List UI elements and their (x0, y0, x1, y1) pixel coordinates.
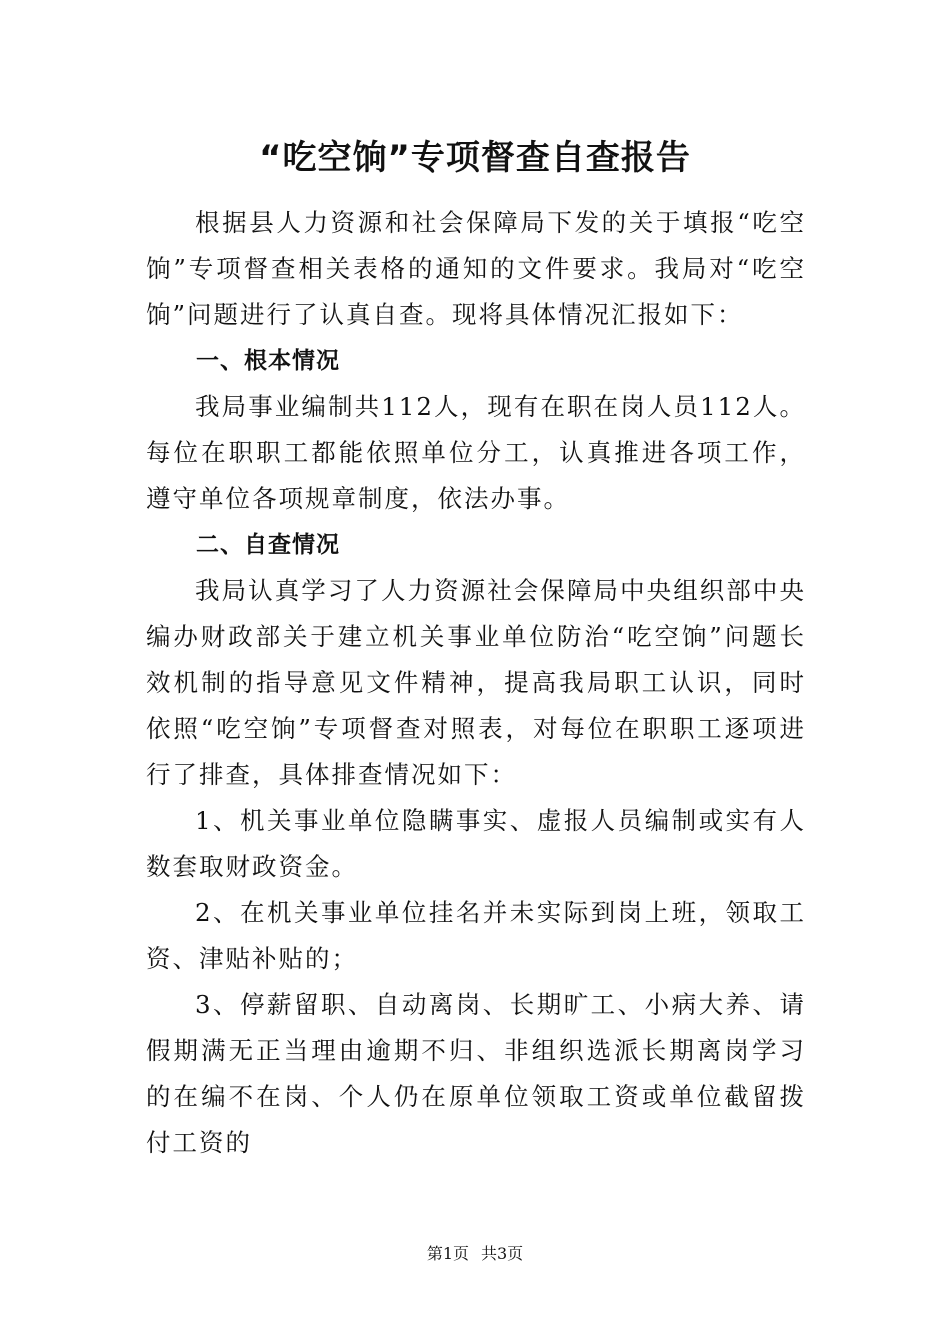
intro-paragraph: 根据县人力资源和社会保障局下发的关于填报“吃空饷”专项督查相关表格的通知的文件要求。我局对“吃空饷”问题进行了认真自查。现将具体情况汇报如下： (146, 208, 806, 329)
section-heading-basic: 一、根本情况 (196, 348, 340, 374)
page-total: 共3页 (481, 1244, 524, 1263)
section-paragraph-selfcheck: 我局认真学习了人力资源社会保障局中央组织部中央编办财政部关于建立机关事业单位防治“吃空饷”问题长效机制的指导意见文件精神，提高我局职工认识，同时依照“吃空饷”专项督查对照表，对每位在职职工逐项进行了排查，具体排查情况如下： (146, 576, 806, 789)
document-body (146, 200, 806, 1166)
document-title: “吃空饷”专项督查自查报告 (259, 138, 691, 178)
page-number: 第1页 (426, 1244, 469, 1263)
checklist-item: 1、机关事业单位隐瞒事实、虚报人员编制或实有人数套取财政资金。 (146, 806, 806, 881)
section-heading-selfcheck: 二、自查情况 (196, 532, 340, 558)
page-footer (0, 1243, 950, 1265)
checklist-item: 2、在机关事业单位挂名并未实际到岗上班，领取工资、津贴补贴的； (146, 898, 806, 973)
checklist-item: 3、停薪留职、自动离岗、长期旷工、小病大养、请假期满无正当理由逾期不归、非组织选派长期离岗学习的在编不在岗、个人仍在原单位领取工资或单位截留拨付工资的 (146, 990, 806, 1157)
section-paragraph-basic: 我局事业编制共112人，现有在职在岗人员112人。每位在职职工都能依照单位分工，认真推进各项工作，遵守单位各项规章制度，依法办事。 (146, 392, 806, 513)
